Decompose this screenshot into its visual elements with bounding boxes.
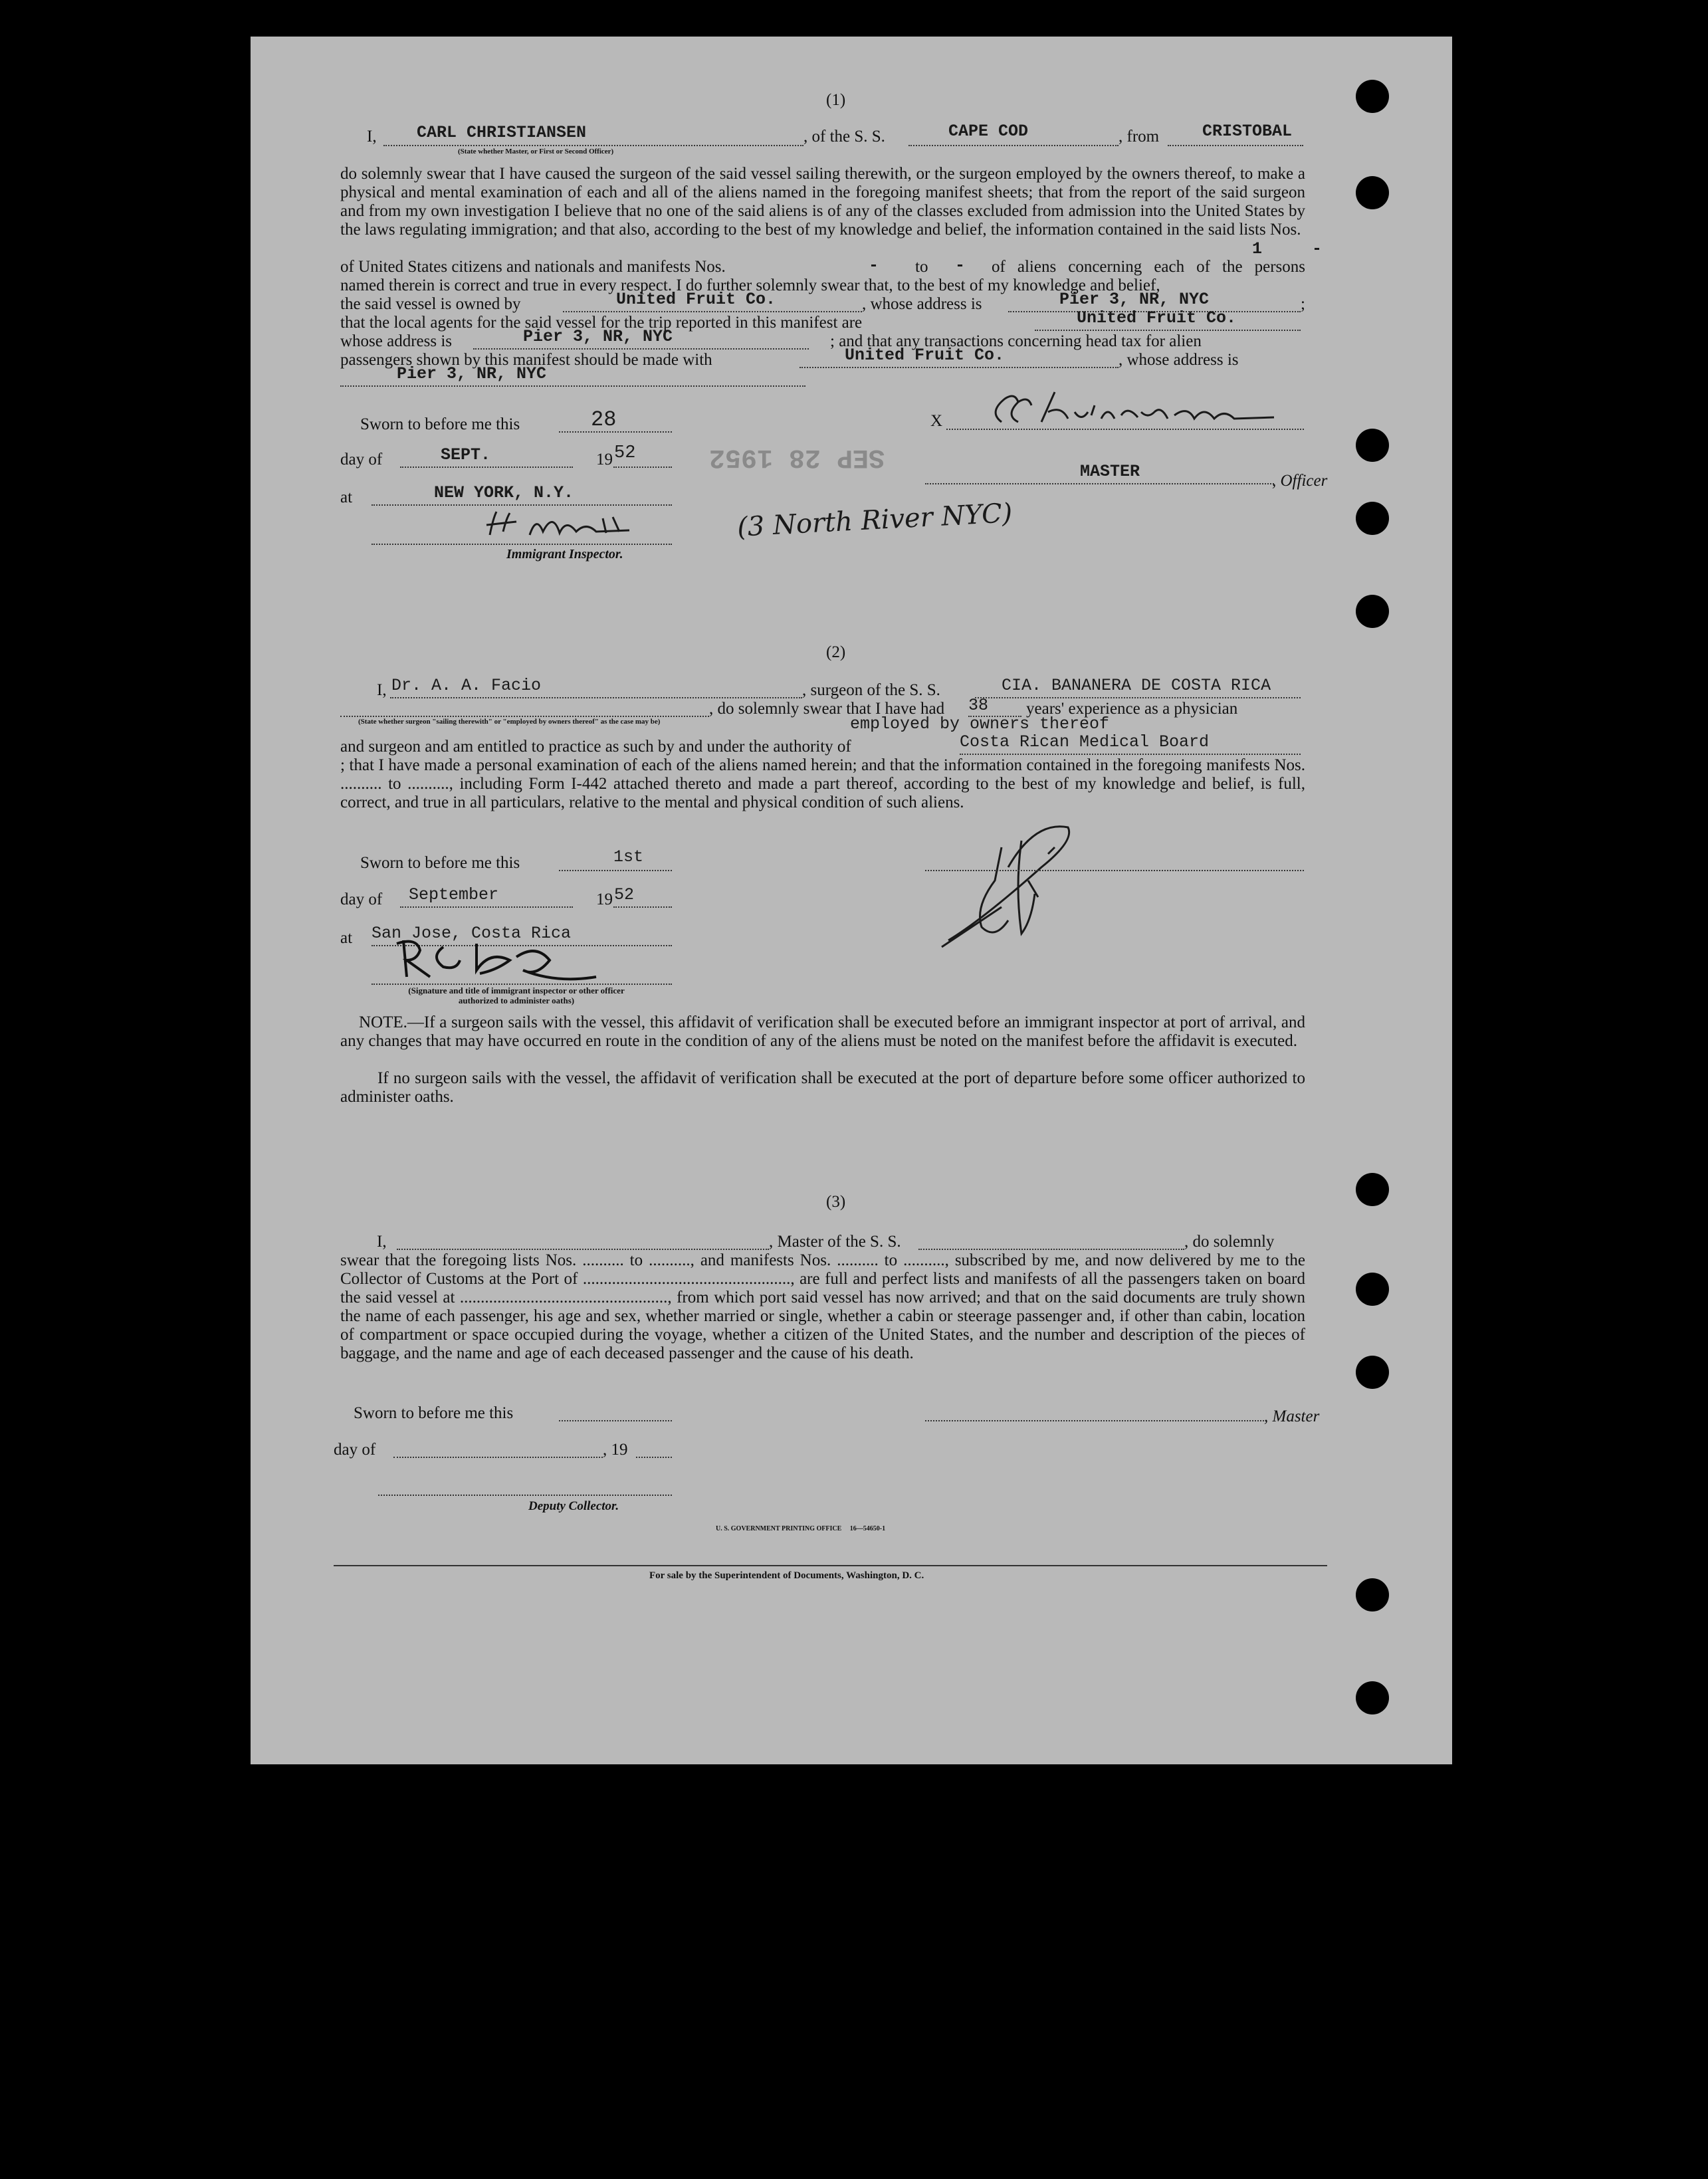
sworn-day-line-3	[559, 1420, 672, 1421]
port-from-line	[1168, 145, 1303, 146]
master-hint: (State whether Master, or First or Second Officer)	[458, 148, 614, 156]
surgeon-name-line	[390, 697, 802, 698]
vessel-line	[908, 145, 1119, 146]
owner-line	[563, 311, 862, 312]
sworn-label-3: Sworn to before me this	[354, 1404, 514, 1422]
port-from: CRISTOBAL	[1202, 122, 1293, 141]
agents-address: Pier 3, NR, NYC	[523, 327, 673, 346]
note-1: NOTE.—If a surgeon sails with the vessel, this affidavit of verification shall be executed before an immigrant inspector at port of arrival, and any changes that may have occurred en route in the condition of any of the aliens must be noted on the manifest before the affidavit is executed.	[340, 1013, 1305, 1050]
authority-label: and surgeon and am entitled to practice as such by and under the authority of	[340, 738, 851, 756]
sworn-label-1: Sworn to before me this	[360, 415, 520, 433]
sworn-day-2: 1st	[613, 847, 644, 867]
sworn-place-1: NEW YORK, N.Y.	[434, 483, 574, 502]
x-mark: X	[930, 412, 943, 430]
section3-master-sig-line	[925, 1420, 1264, 1421]
section3-master-line	[397, 1249, 769, 1250]
sworn-month-2: September	[409, 885, 499, 904]
sale-notice: For sale by the Superintendent of Documents, Washington, D. C.	[649, 1570, 924, 1581]
sworn-year-line-1	[613, 467, 672, 468]
years: 38	[968, 696, 989, 715]
inspector-signature	[477, 505, 676, 545]
inspector-label: Immigrant Inspector.	[506, 547, 623, 562]
of-ss-label: , of the S. S.	[803, 128, 885, 146]
punch-hole	[1356, 1356, 1389, 1389]
payee-address-label: , whose address is	[1119, 351, 1239, 369]
sworn-place-2: San Jose, Costa Rica	[372, 924, 572, 943]
section3-vessel-line	[918, 1249, 1184, 1250]
sworn-month-line-1	[400, 467, 573, 468]
manifests-from: -	[869, 256, 879, 275]
day-of-label-1: day of	[340, 451, 383, 468]
oath-text: do solemnly swear that I have caused the surgeon of the said vessel sailing therewith, or the surgeon employed by the owners thereof, to make a physical and mental examination of each and all of the aliens named in the foregoing manifest sheets; that from the report of the said surgeon and from my own investigation I believe that no one of the said aliens is of any of the classes excluded from admission into the United States by the laws regulating immigration; and that also, according to the best of my knowledge and belief, the information contained in the said lists Nos.	[340, 165, 1305, 239]
payee-address: Pier 3, NR, NYC	[397, 364, 547, 383]
sworn-day-1: 28	[591, 407, 617, 432]
employment: employed by owners thereof	[850, 714, 1110, 734]
employment-line	[340, 716, 709, 717]
punch-hole	[1356, 502, 1389, 535]
punch-hole	[1356, 176, 1389, 209]
official-hint-1: (Signature and title of immigrant inspector or other officer authorized to administer oaths)	[408, 986, 625, 1005]
manifests-to: -	[955, 256, 966, 275]
surgeon-hint: (State whether surgeon "sailing therewith" or "employed by owners thereof" as the case may be)	[358, 718, 661, 726]
surgeon-name: Dr. A. A. Facio	[391, 676, 542, 695]
surgeon-signature-line	[925, 870, 1304, 871]
at-label-2: at	[340, 929, 353, 947]
sworn-label-2: Sworn to before me this	[360, 854, 520, 872]
received-stamp: SEP 28 1952	[709, 442, 885, 472]
officer-title: MASTER	[1080, 462, 1140, 481]
surgeon-oath-text: ; that I have made a personal examination of each of the aliens named herein; and that the information contained in the foregoing manifests Nos. .......... to .........., including Form I-442 attached thereto and made a part thereof, according to the best of my knowledge and belief, is full, correct, and true in all particulars, relative to the mental and physical condition of such aliens.	[340, 756, 1305, 811]
agents-label: that the local agents for the said vessel for the trip reported in this manifest are	[340, 314, 863, 332]
punch-hole	[1356, 80, 1389, 113]
year-prefix-2: 19	[596, 890, 613, 908]
i-label-2: I,	[377, 681, 387, 699]
swear-label: , do solemnly swear that I have had	[709, 700, 945, 718]
collector-label: Deputy Collector.	[528, 1499, 619, 1513]
footer-rule	[334, 1565, 1327, 1566]
year-label-3: , 19	[603, 1441, 628, 1459]
owner-address-label: , whose address is	[862, 295, 982, 313]
punch-hole	[1356, 1273, 1389, 1306]
manifests-label: of United States citizens and nationals and manifests Nos.	[340, 258, 726, 276]
punch-hole	[1356, 1681, 1389, 1714]
section3-i: I,	[377, 1233, 387, 1251]
agents-line	[1035, 330, 1301, 331]
payment-label: passengers shown by this manifest should be made with	[340, 351, 712, 369]
day-of-label-3: day of	[334, 1441, 376, 1459]
authority-line	[960, 754, 1301, 755]
punch-hole	[1356, 1578, 1389, 1611]
payee-line	[800, 367, 1119, 368]
section3-master-of: , Master of the S. S.	[769, 1233, 901, 1251]
section3-master-label: , Master	[1264, 1407, 1320, 1425]
agents-address-label: whose address is	[340, 332, 453, 350]
owner-address: Pier 3, NR, NYC	[1059, 290, 1210, 309]
punch-hole	[1356, 429, 1389, 462]
manifests-to-label: to	[915, 258, 928, 276]
year-prefix-1: 19	[596, 451, 613, 468]
punch-hole	[1356, 1173, 1389, 1206]
sworn-month-1: SEPT.	[441, 445, 491, 465]
authority: Costa Rican Medical Board	[960, 732, 1210, 752]
note-2: If no surgeon sails with the vessel, the affidavit of verification shall be executed at the port of departure before some officer authorized to administer oaths.	[340, 1069, 1305, 1106]
section-1-number: (1)	[826, 91, 846, 109]
sworn-day-line-2	[559, 870, 672, 871]
at-label-1: at	[340, 488, 353, 506]
official-signature	[383, 930, 609, 990]
payee-address-line	[340, 385, 805, 387]
master-signature	[982, 385, 1287, 439]
handwritten-note: (3 North River NYC)	[736, 498, 1014, 543]
owned-by-label: the said vessel is owned by	[340, 295, 521, 313]
vessel-name: CAPE COD	[948, 122, 1029, 141]
head-tax-label: ; and that any transactions concerning head tax for alien	[830, 332, 1202, 350]
oath-text-2: of aliens concerning each of the persons named therein is correct and true in every respect. I do further solemnly swear that, to the best of my knowledge and belief,	[340, 258, 1305, 294]
printing-office: U. S. GOVERNMENT PRINTING OFFICE 16—54650-1	[716, 1525, 886, 1532]
day-of-label-2: day of	[340, 890, 383, 908]
years-label: years' experience as a physician	[1026, 700, 1238, 718]
sworn-year-2: 52	[614, 885, 635, 904]
section3-oath-text: swear that the foregoing lists Nos. .......... to .........., and manifests Nos. .......... to .........., subscribed by me, and now delivered by me to the Collector of Customs at the Port of .................................................., are full and perfect lists and manifests of all the passengers taken on board the said vessel at .................................................., from which port said vessel has now arrived; and that on the said documents are truly shown the name of each passenger, his age and sex, whether married or single, whether a cabin or steerage passenger and, if other than cabin, location of compartment or space occupied during the voyage, whether a citizen of the United States, and the number and description of the pieces of baggage, and the name and age of each deceased passenger and the cause of his death.	[340, 1251, 1305, 1362]
officer-label: , Officer	[1272, 472, 1328, 490]
form-page	[251, 37, 1452, 1764]
lists-to: -	[1312, 239, 1323, 259]
sworn-year-line-3	[636, 1457, 672, 1458]
sworn-year-line-2	[613, 906, 672, 908]
section-2-number: (2)	[826, 643, 846, 661]
lists-from: 1	[1252, 239, 1263, 259]
agents: United Fruit Co.	[1077, 308, 1237, 328]
surgeon-of-label: , surgeon of the S. S.	[802, 681, 940, 699]
master-name-line	[383, 145, 803, 146]
sworn-month-line-2	[400, 906, 573, 908]
master-signature-line	[946, 429, 1304, 430]
official-line	[372, 984, 672, 985]
collector-line	[378, 1495, 672, 1496]
surgeon-vessel: CIA. BANANERA DE COSTA RICA	[1002, 676, 1271, 695]
surgeon-vessel-line	[975, 697, 1301, 698]
officer-title-line	[925, 483, 1274, 484]
from-label: , from	[1119, 128, 1160, 146]
owner: United Fruit Co.	[616, 290, 776, 309]
surgeon-signature	[922, 801, 1095, 974]
semicolon: ;	[1301, 295, 1305, 313]
section3-solemnly: , do solemnly	[1184, 1233, 1275, 1251]
section-3-number: (3)	[826, 1193, 846, 1211]
sworn-month-line-3	[393, 1457, 603, 1458]
master-name: CARL CHRISTIANSEN	[417, 123, 587, 142]
agents-address-line	[473, 348, 809, 350]
sworn-year-1: 52	[614, 443, 636, 463]
i-label: I,	[367, 128, 377, 146]
punch-hole	[1356, 595, 1389, 628]
payee: United Fruit Co.	[845, 346, 1005, 365]
